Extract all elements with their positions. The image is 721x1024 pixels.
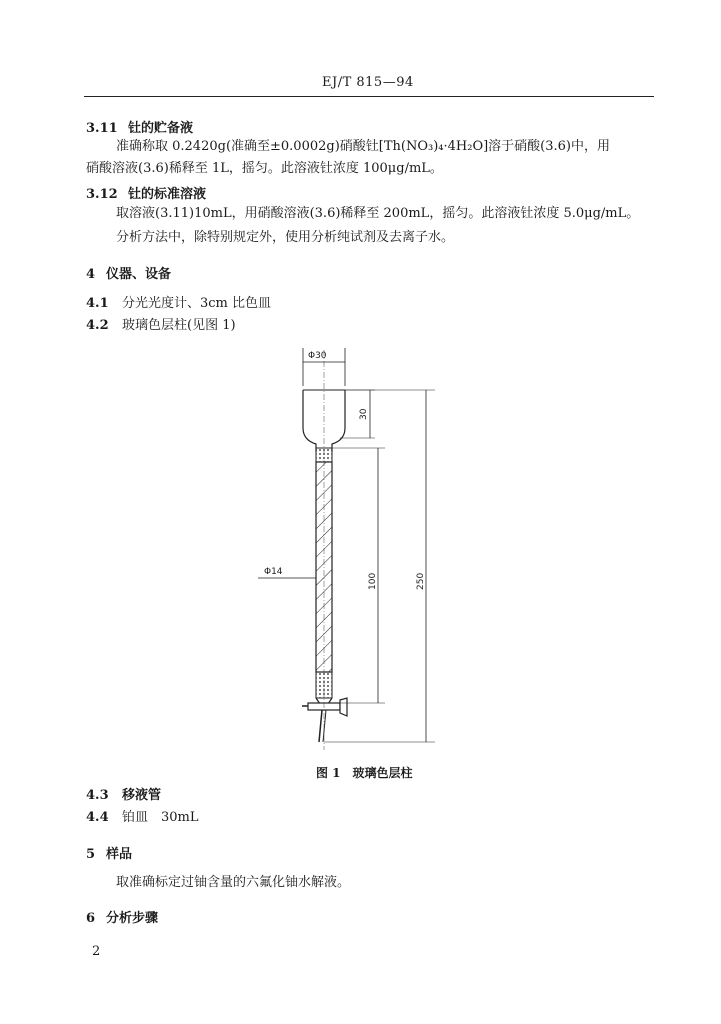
section-3-11-line-1: 准确称取 0.2420g(准确至±0.0002g)硝酸钍[Th(NO₃)₄·4H₂O]溶于硝酸(3.6)中，用 bbox=[116, 139, 611, 154]
section-3-11-line-2: 硝酸溶液(3.6)稀释至 1L，摇匀。此溶液钍浓度 100μg/mL。 bbox=[86, 161, 443, 176]
standard-number: EJ/T 815—94 bbox=[322, 75, 414, 90]
section-title: 样品 bbox=[106, 847, 133, 862]
section-title: 钍的贮备液 bbox=[128, 121, 194, 136]
section-number: 4.2 bbox=[86, 318, 109, 333]
section-number: 4.3 bbox=[86, 788, 109, 803]
section-number: 4 bbox=[86, 267, 96, 282]
total-length-label: 250 bbox=[416, 572, 426, 590]
section-4-4 bbox=[86, 810, 199, 826]
section-number: 4.4 bbox=[86, 810, 109, 825]
section-number: 6 bbox=[86, 911, 96, 926]
section-5-heading bbox=[86, 843, 132, 862]
header-rule bbox=[84, 96, 654, 97]
section-title: 钍的标准溶液 bbox=[128, 187, 207, 202]
section-4-1 bbox=[86, 296, 271, 312]
section-6-heading bbox=[86, 907, 158, 926]
section-3-12-line-2: 分析方法中，除特别规定外，使用分析纯试剂及去离子水。 bbox=[116, 230, 455, 245]
section-number: 4.1 bbox=[86, 296, 109, 311]
section-3-12-line-1: 取溶液(3.11)10mL，用硝酸溶液(3.6)稀释至 200mL，摇匀。此溶液钍浓度 5.0μg/mL。 bbox=[116, 206, 640, 221]
section-number: 5 bbox=[86, 847, 96, 862]
reservoir-height-label: 30 bbox=[359, 408, 369, 420]
top-diameter-label: Φ30 bbox=[308, 351, 327, 361]
section-title: 仪器、设备 bbox=[106, 267, 172, 282]
section-4-2 bbox=[86, 318, 236, 334]
section-title: 分析步骤 bbox=[106, 911, 159, 926]
outlet-tip bbox=[319, 710, 322, 742]
packing-length-label: 100 bbox=[368, 572, 378, 590]
section-number: 3.11 bbox=[86, 121, 118, 136]
section-text: 玻璃色层柱(见图 1) bbox=[122, 318, 236, 333]
section-text: 分光光度计、3cm 比色皿 bbox=[122, 296, 272, 311]
section-5-body: 取准确标定过铀含量的六氟化铀水解液。 bbox=[116, 875, 351, 890]
column-diameter-label: Φ14 bbox=[264, 567, 283, 577]
section-text: 移液管 bbox=[122, 788, 162, 803]
outlet-tip-inner bbox=[323, 710, 326, 742]
section-4-3 bbox=[86, 788, 161, 804]
section-text: 铂皿 30mL bbox=[122, 810, 199, 825]
page-number: 2 bbox=[92, 944, 101, 959]
section-3-11-heading bbox=[86, 117, 193, 136]
section-number: 3.12 bbox=[86, 187, 118, 202]
figure-caption: 图 1 玻璃色层柱 bbox=[316, 766, 413, 780]
section-4-heading bbox=[86, 263, 171, 282]
stopcock-handle bbox=[340, 698, 347, 716]
section-3-12-heading bbox=[86, 183, 206, 202]
figure-1-column-drawing bbox=[250, 340, 470, 760]
